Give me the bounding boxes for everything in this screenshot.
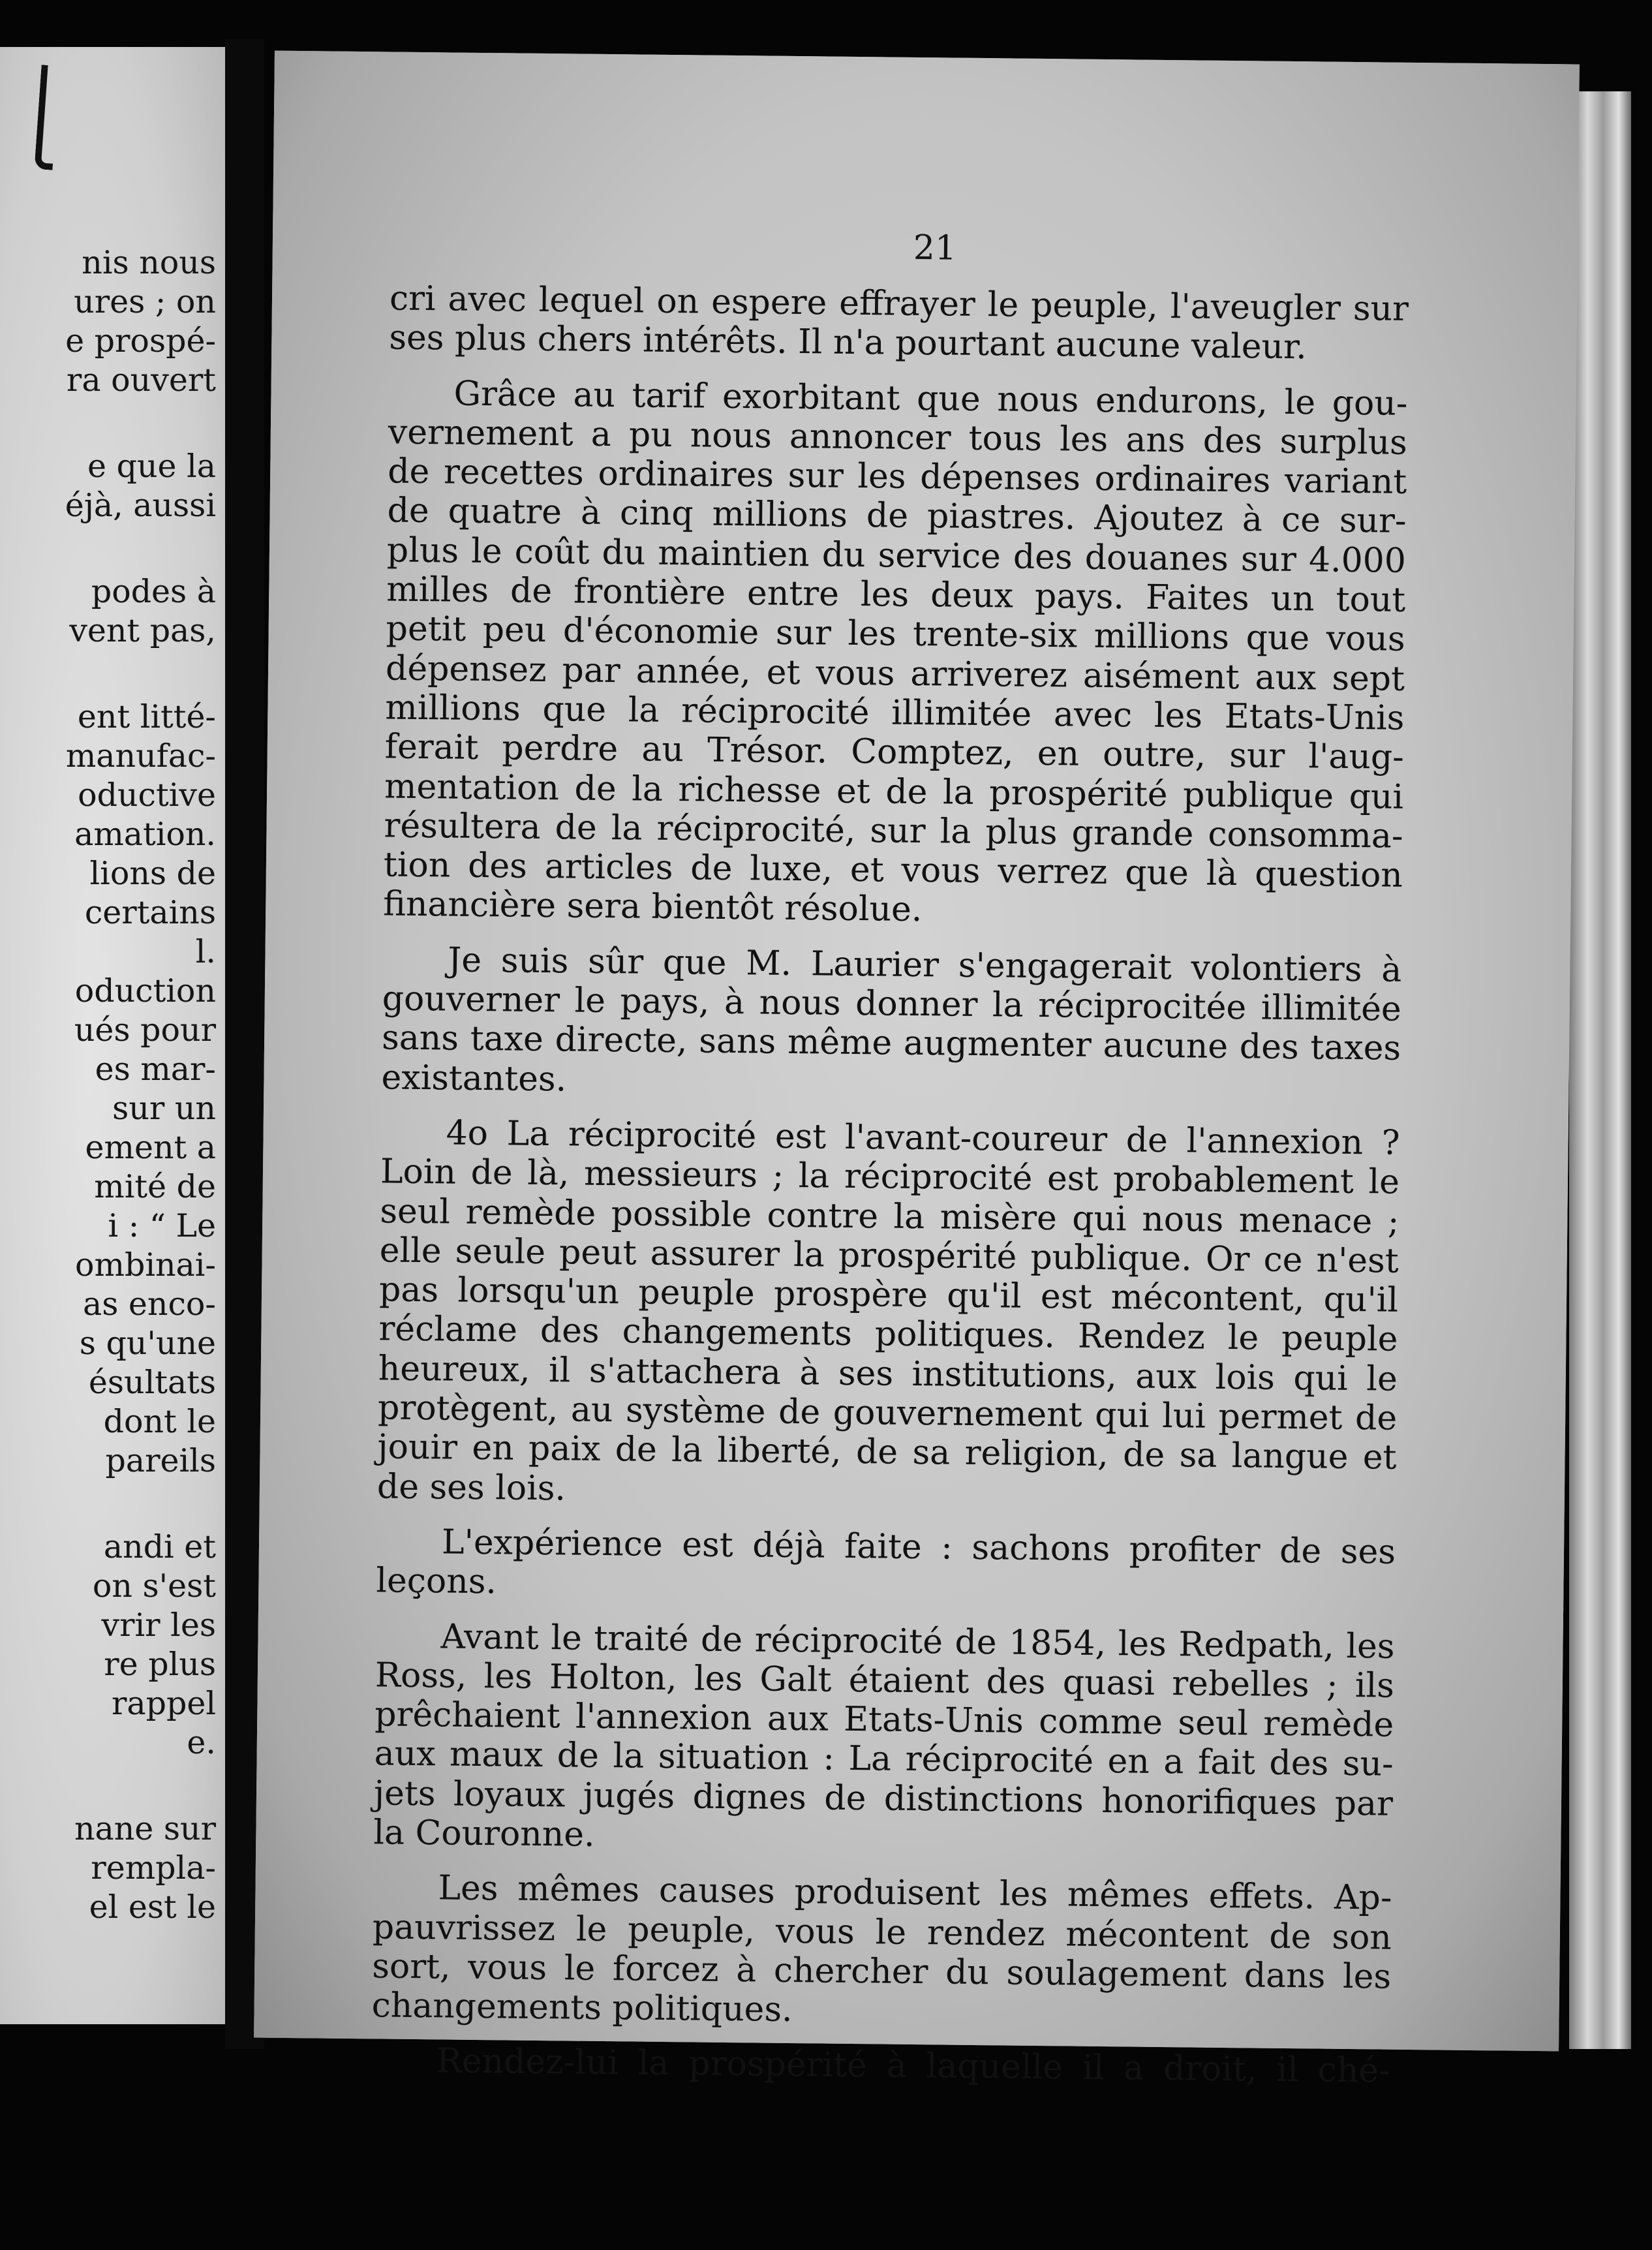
text-line: de quatre à cinq millions de piastres. Ajoutez à ce sur- (387, 491, 1407, 542)
paragraph (376, 1522, 1396, 1611)
text-line: seul remède possible contre la misère qui nous menace ; (380, 1191, 1400, 1242)
paragraph (371, 1868, 1392, 2037)
text-line: existantes. (381, 1058, 567, 1100)
previous-page-line: certains (84, 894, 216, 931)
text-line: la Couronne. (373, 1813, 595, 1855)
previous-page-line: as enco- (83, 1286, 216, 1323)
page-edges (1569, 91, 1631, 2049)
text-line: Je suis sûr que M. Laurier s'engagerait volontiers à (448, 940, 1402, 990)
text-line: dépensez par année, et vous arriverez aisément aux sept (385, 649, 1405, 699)
previous-page-line: es mar- (95, 1051, 216, 1088)
previous-page-line: e prospé- (65, 322, 216, 360)
text-line: jouir en paix de la liberté, de sa religion, de sa langue et (377, 1427, 1397, 1478)
paragraph (383, 373, 1408, 934)
margin-mark (34, 65, 59, 170)
previous-page-line: ent litté- (77, 698, 216, 735)
text-line: Ross, les Holton, les Galt étaient des quasi rebelles ; ils (375, 1656, 1395, 1706)
previous-page-line: i : “ Le (108, 1207, 216, 1244)
text-line: réclame des changements politiques. Rendez le peuple (378, 1309, 1398, 1360)
previous-page-line: rempla- (91, 1849, 216, 1887)
text-line: cri avec lequel on espere effrayer le peuple, l'aveugler sur (389, 279, 1409, 329)
text-line: plus le coût du maintien du service des douanes sur 4.000 (386, 531, 1407, 581)
text-line: gouverner le pays, à nous donner la réciprocitée illimitée (382, 979, 1402, 1029)
paragraph (373, 1616, 1395, 1863)
previous-page-line: pareils (105, 1442, 216, 1479)
text-line: heureux, il s'attachera à ses institutions, aux lois qui le (378, 1349, 1398, 1399)
previous-page-line: ement a (85, 1129, 216, 1166)
text-line: de recettes ordinaires sur les dépenses ordinaires variant (387, 452, 1407, 502)
text-line: de ses lois. (376, 1466, 566, 1509)
page-body-text (371, 279, 1409, 2091)
text-line: 4o La réciprocité est l'avant-coureur de l'annexion ? (446, 1113, 1400, 1163)
previous-page-line: nis nous (82, 244, 216, 281)
text-line: leçons. (376, 1561, 497, 1602)
previous-page-line: éjà, aussi (65, 487, 216, 524)
text-line: Loin de là, messieurs ; la réciprocité est probablement le (380, 1152, 1400, 1202)
text-line: Les mêmes causes produisent les mêmes effets. Ap- (438, 1868, 1392, 1918)
text-line: changements politiques. (371, 1986, 793, 2030)
previous-page-line: nane sur (74, 1810, 216, 1847)
text-line: tion des articles de luxe, et vous verrez que là question (383, 845, 1403, 895)
previous-page-line: ra ouvert (66, 362, 216, 399)
text-line: mentation de la richesse et de la prospérité publique qui (384, 766, 1404, 817)
previous-page-line: andi et (103, 1528, 216, 1565)
previous-page-line: on s'est (92, 1567, 216, 1605)
previous-page-line: oductive (78, 777, 216, 814)
text-line: sans taxe directe, sans même augmenter aucune des taxes (381, 1018, 1401, 1069)
text-line: aux maux de la situation : La réciprocité en a fait des su- (374, 1734, 1394, 1785)
previous-page-line: ués pour (74, 1011, 216, 1049)
page-number: 21 (913, 228, 957, 268)
text-line: prêchaient l'annexion aux Etats-Unis comme seul remède (374, 1695, 1394, 1745)
text-line: ferait perdre au Trésor. Comptez, en outre, sur l'aug- (384, 727, 1405, 778)
previous-page-line: vent pas, (69, 612, 216, 649)
text-line: elle seule peut assurer la prospérité publique. Or ce n'est (379, 1231, 1399, 1281)
previous-page-line: lions de (89, 855, 216, 892)
previous-page-line: s qu'une (79, 1325, 216, 1362)
text-line: petit peu d'économie sur les trente-six millions que vous (386, 609, 1405, 660)
previous-page-line: e. (187, 1724, 216, 1761)
text-line: jets loyaux jugés dignes de distinctions honorifiques par (373, 1774, 1394, 1824)
paragraph (377, 1113, 1400, 1517)
previous-page-line: vrir les (101, 1607, 216, 1644)
text-line: financière sera bientôt résolue. (382, 884, 923, 930)
previous-page-line: l. (195, 933, 216, 970)
previous-page-line: manufac- (65, 737, 216, 775)
previous-page-line: podes à (91, 573, 216, 610)
previous-page-line: ombinai- (74, 1246, 216, 1284)
text-line: Rendez-lui la prospérité à laquelle il a droit, il ché- (436, 2041, 1390, 2091)
previous-page-line: oduction (74, 972, 216, 1009)
previous-page-line: amation. (74, 816, 216, 853)
paragraph (381, 940, 1401, 1108)
previous-page-line: sur un (112, 1090, 216, 1127)
text-line: pauvrissez le peuple, vous le rendez mécontent de son (372, 1907, 1392, 1958)
previous-page-line: rappel (111, 1685, 216, 1722)
previous-page-line: dont le (103, 1403, 216, 1440)
text-line: résultera de la réciprocité, sur la plus grande consomma- (384, 806, 1403, 856)
text-line: sort, vous le forcez à chercher du soulagement dans les (371, 1947, 1392, 1997)
text-line: milles de frontière entre les deux pays. Faites un tout (386, 570, 1406, 620)
previous-page-line: e que la (87, 448, 216, 485)
text-line: Grâce au tarif exorbitant que nous endurons, le gou- (453, 374, 1408, 424)
text-line: L'expérience est déjà faite : sachons profiter de ses (441, 1522, 1396, 1572)
text-line: vernement a pu nous annoncer tous les ans des surplus (388, 412, 1408, 463)
text-line: Avant le traité de réciprocité de 1854, les Redpath, les (440, 1616, 1395, 1667)
text-line: millions que la réciprocité illimitée avec les Etats-Unis (385, 688, 1405, 738)
text-line: protègent, au système de gouvernement qui lui permet de (377, 1388, 1398, 1438)
previous-page-line: el est le (89, 1888, 216, 1926)
text-line: pas lorsqu'un peuple prospère qu'il est mécontent, qu'il (378, 1270, 1399, 1320)
previous-page-line: ésultats (88, 1364, 216, 1401)
current-page (254, 51, 1580, 2091)
paragraph (389, 279, 1409, 368)
previous-page-line: ures ; on (74, 283, 216, 320)
previous-page-line: re plus (104, 1646, 216, 1683)
text-line: ses plus chers intérêts. Il n'a pourtant aucune valeur. (389, 318, 1308, 367)
previous-page-fragment (0, 47, 225, 2024)
previous-page-line: mité de (94, 1168, 216, 1205)
